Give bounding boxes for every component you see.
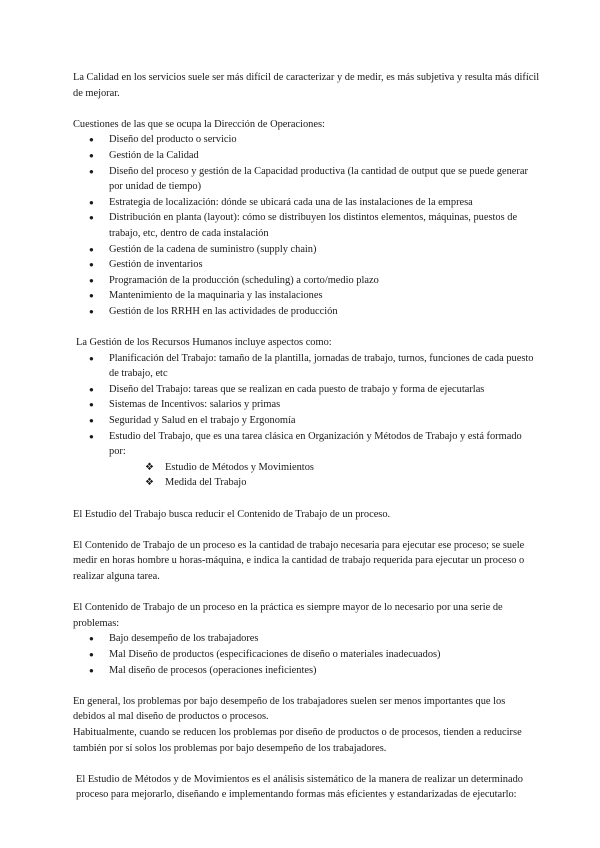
bullet-icon: ● (89, 353, 94, 363)
list-item: ● Gestión de los RRHH en las actividades de producción (73, 304, 540, 320)
bullet-icon: ● (89, 634, 94, 644)
list-item: ● Diseño del Trabajo: tareas que se realizan en cada puesto de trabajo y forma de ejecutarlas (73, 382, 540, 398)
bullet-icon: ● (89, 306, 94, 316)
list-item: ● Gestión de la Calidad (73, 148, 540, 164)
list-item: ● Gestión de la cadena de suministro (supply chain) (73, 242, 540, 258)
list-item: ● Programación de la producción (scheduling) a corto/medio plazo (73, 273, 540, 289)
sublist-estudio-trabajo (145, 460, 540, 491)
list-item: ● Sistemas de Incentivos: salarios y primas (73, 397, 540, 413)
bullet-icon: ● (89, 665, 94, 675)
list-item: ● Bajo desempeño de los trabajadores (73, 631, 540, 647)
list-item: ● Distribución en planta (layout): cómo se distribuyen los distintos elementos, máquinas, puestos de trabajo, etc, dentro de cada instalación (89, 212, 518, 239)
bullet-icon: ● (89, 275, 94, 285)
list-item: ● Mal Diseño de productos (especificaciones de diseño o materiales inadecuados) (73, 647, 540, 663)
list-problemas (73, 631, 540, 678)
bullet-icon: ● (89, 400, 94, 410)
bullet-icon: ● (89, 416, 94, 426)
paragraph-estudio-trabajo: El Estudio del Trabajo busca reducir el Contenido de Trabajo de un proceso. (73, 508, 391, 520)
list-item: ❖ Estudio de Métodos y Movimientos (145, 460, 540, 476)
paragraph-cuestiones-intro: Cuestiones de las que se ocupa la Dirección de Operaciones: (73, 118, 325, 130)
bullet-icon: ● (89, 260, 94, 270)
list-item: ● Diseño del producto o servicio (73, 132, 540, 148)
list-rrhh-aspectos (73, 351, 540, 491)
paragraph-contenido-trabajo: El Contenido de Trabajo de un proceso es la cantidad de trabajo necesaria para ejecutar ese proceso; se suele medir en horas hombre u horas-máquina, e indica la cantidad de trabajo requerida para ejecutar un proceso o realizar alguna tarea. (73, 539, 525, 582)
list-item: ● Estrategia de localización: dónde se ubicará cada una de las instalaciones de la empresa (73, 195, 540, 211)
bullet-icon: ● (89, 150, 94, 160)
list-item: ❖ Medida del Trabajo (145, 475, 540, 491)
list-item: ● Mal diseño de procesos (operaciones ineficientes) (73, 663, 540, 679)
paragraph-en-general: En general, los problemas por bajo desempeño de los trabajadores suelen ser menos importantes que los debidos al mal diseño de productos o procesos. (73, 695, 506, 723)
bullet-icon: ● (89, 431, 94, 441)
list-item: ● Estudio del Trabajo, que es una tarea clásica en Organización y Métodos de Trabajo y está formado por: ❖ Estudio de Métodos y Movimientos ❖ Medida del Trabajo (73, 429, 540, 491)
bullet-icon: ● (89, 244, 94, 254)
paragraph-calidad-servicios: La Calidad en los servicios suele ser más difícil de caracterizar y de medir, es más subjetiva y resulta más difícil de mejorar. (73, 72, 540, 99)
list-item: ● Seguridad y Salud en el trabajo y Ergonomía (73, 413, 540, 429)
bullet-icon: ● (89, 649, 94, 659)
paragraph-habitualmente: Habitualmente, cuando se reducen los problemas por diseño de productos o de procesos, tienden a reducirse también por sí solos los problemas por bajo desempeño de los trabajadores. (73, 726, 522, 754)
list-cuestiones-operaciones (73, 132, 540, 319)
bullet-icon: ● (89, 166, 94, 176)
list-item: ● Planificación del Trabajo: tamaño de la plantilla, jornadas de trabajo, turnos, funciones de cada puesto de trabajo, etc (89, 352, 534, 380)
paragraph-estudio-metodos: El Estudio de Métodos y de Movimientos es el análisis sistemático de la manera de realizar un determinado proceso para mejorarlo, diseñando e implementando formas más eficientes y estandarizadas de ejecutarlo: (76, 773, 523, 801)
bullet-icon: ● (89, 197, 94, 207)
bullet-icon: ● (89, 213, 94, 223)
list-item: ● Mantenimiento de la maquinaria y las instalaciones (73, 288, 540, 304)
bullet-icon: ● (89, 291, 94, 301)
list-item: ● Diseño del proceso y gestión de la Capacidad productiva (la cantidad de output que se puede generar por unidad de tiempo) (89, 165, 528, 193)
bullet-icon: ● (89, 384, 94, 394)
diamond-bullet-icon: ❖ (145, 461, 154, 473)
bullet-icon: ● (89, 135, 94, 145)
paragraph-problemas-intro: El Contenido de Trabajo de un proceso en la práctica es siempre mayor de lo necesario por una serie de problemas: (73, 602, 503, 629)
diamond-bullet-icon: ❖ (145, 477, 154, 489)
paragraph-rrhh-intro: La Gestión de los Recursos Humanos incluye aspectos como: (76, 337, 332, 349)
list-item: ● Gestión de inventarios (73, 257, 540, 273)
